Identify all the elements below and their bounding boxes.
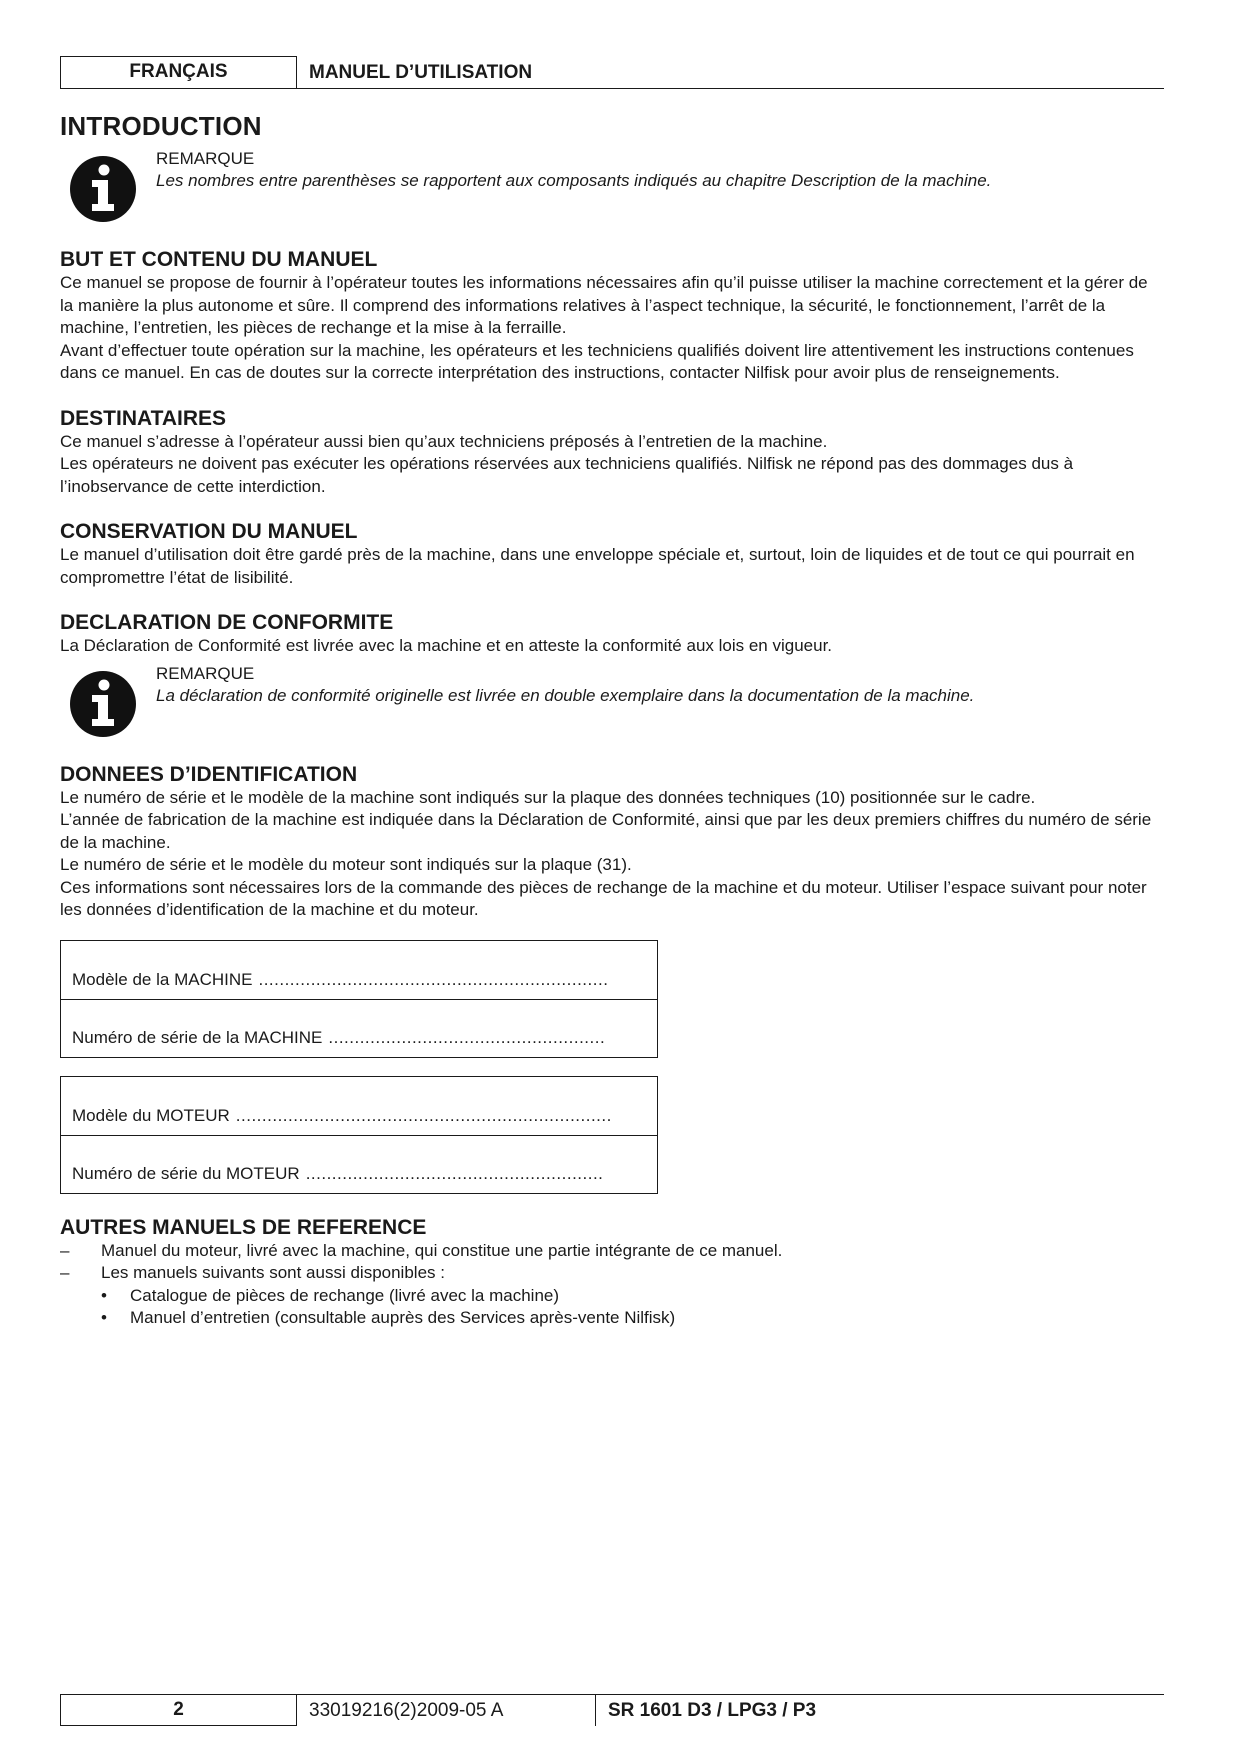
info-icon [70, 156, 136, 222]
note-label: REMARQUE [156, 663, 255, 683]
fill-in-line: ..................................................... [328, 1027, 606, 1047]
machine-model: SR 1601 D3 / LPG3 / P3 [608, 1700, 817, 1721]
section-title-but: BUT ET CONTENU DU MANUEL [60, 248, 378, 271]
machine-id-box [60, 940, 658, 1058]
machine-model-row [61, 941, 657, 999]
sub-list [101, 1285, 1164, 1330]
paragraph: Le numéro de série et le modèle de la machine sont indiqués sur la plaque des données techniques (10) positionnée sur le cadre. [60, 787, 1036, 807]
field-label: Modèle de la MACHINE [72, 969, 253, 989]
list-item [60, 1262, 1164, 1330]
section-title-conservation: CONSERVATION DU MANUEL [60, 520, 358, 543]
paragraph: Ces informations sont nécessaires lors de la commande des pièces de rechange de la machine et du moteur. Utiliser l’espace suivant pour noter les données d’identification de la machine et du moteur. [60, 877, 1147, 919]
list-item-text: Manuel d’entretien (consultable auprès des Services après-vente Nilfisk) [130, 1308, 676, 1327]
intro-title: INTRODUCTION [60, 111, 262, 141]
paragraph: Le numéro de série et le modèle du moteur sont indiqués sur la plaque (31). [60, 855, 632, 874]
engine-serial-row [61, 1135, 657, 1193]
manual-page [60, 56, 1164, 1330]
document-code: 33019216(2)2009-05 A [297, 1695, 596, 1726]
header-language: FRANÇAIS [60, 56, 297, 88]
info-icon [70, 671, 136, 737]
fill-in-line: ........................................................................ [235, 1105, 612, 1125]
paragraph: Le manuel d’utilisation doit être gardé près de la machine, dans une enveloppe spéciale et, surtout, loin de liquides et de tout ce qui pourrait en compromettre l’état de lisibilité. [60, 545, 1135, 587]
page-header [60, 56, 1164, 89]
engine-model-row [61, 1077, 657, 1135]
sub-list-item [60, 1285, 1164, 1308]
field-label: Numéro de série du MOTEUR [72, 1163, 300, 1183]
machine-serial-row [61, 999, 657, 1057]
note-label: REMARQUE [156, 149, 255, 168]
declaration-note [60, 663, 1164, 737]
paragraph: Les opérateurs ne doivent pas exécuter les opérations réservées aux techniciens qualifiés. Nilfisk ne répond pas des dommages dus à l’inobservance de cette interdiction. [60, 454, 1074, 496]
field-label: Numéro de série de la MACHINE [72, 1027, 323, 1047]
section-title-destinataires: DESTINATAIRES [60, 406, 227, 430]
page-footer [60, 1694, 1164, 1726]
paragraph: Ce manuel se propose de fournir à l’opérateur toutes les informations nécessaires afin qu’il puisse utiliser la machine correctement et la gérer de la manière la plus autonome et sûre. Il comprend des informations relatives à l’aspect technique, la sécurité, le fonctionnement, l’arrêt de la machine, l’entretien, les pièces de rechange et la mise à la ferraille. [60, 273, 1148, 337]
section-title-declaration: DECLARATION DE CONFORMITE [60, 611, 394, 634]
intro-note [60, 148, 1164, 222]
header-title: MANUEL D’UTILISATION [309, 62, 533, 83]
sub-list-item [60, 1307, 1164, 1330]
paragraph: Ce manuel s’adresse à l’opérateur aussi bien qu’aux techniciens préposés à l’entretien de la machine. [60, 431, 828, 451]
list-item [60, 1240, 1164, 1263]
list-item-text: Catalogue de pièces de rechange (livré avec la machine) [130, 1285, 560, 1305]
page-number: 2 [60, 1695, 297, 1726]
paragraph: La Déclaration de Conformité est livrée avec la machine et en atteste la conformité aux lois en vigueur. [60, 636, 833, 655]
list-item-text: Les manuels suivants sont aussi disponibles : [101, 1263, 445, 1282]
note-text: Les nombres entre parenthèses se rapportent aux composants indiqués au chapitre Description de la machine. [156, 171, 992, 190]
fill-in-line: ......................................................... [305, 1163, 604, 1183]
section-title-donnees: DONNEES D’IDENTIFICATION [60, 762, 358, 786]
paragraph: L’année de fabrication de la machine est indiquée dans la Déclaration de Conformité, ainsi que par les deux premiers chiffres du numéro de série de la machine. [60, 810, 1152, 852]
engine-id-box [60, 1076, 658, 1194]
reference-list [60, 1240, 1164, 1330]
field-label: Modèle du MOTEUR [72, 1105, 230, 1125]
list-item-text: Manuel du moteur, livré avec la machine, qui constitue une partie intégrante de ce manuel. [101, 1240, 783, 1260]
paragraph: Avant d’effectuer toute opération sur la machine, les opérateurs et les techniciens qualifiés doivent lire attentivement les instructions contenues dans ce manuel. En cas de doutes sur la correcte interprétation des instructions, contacter Nilfisk pour avoir plus de renseignements. [60, 340, 1134, 382]
fill-in-line: ................................................................... [258, 969, 609, 989]
note-text: La déclaration de conformité originelle est livrée en double exemplaire dans la documentation de la machine. [156, 685, 975, 705]
section-title-autres: AUTRES MANUELS DE REFERENCE [60, 1215, 427, 1239]
